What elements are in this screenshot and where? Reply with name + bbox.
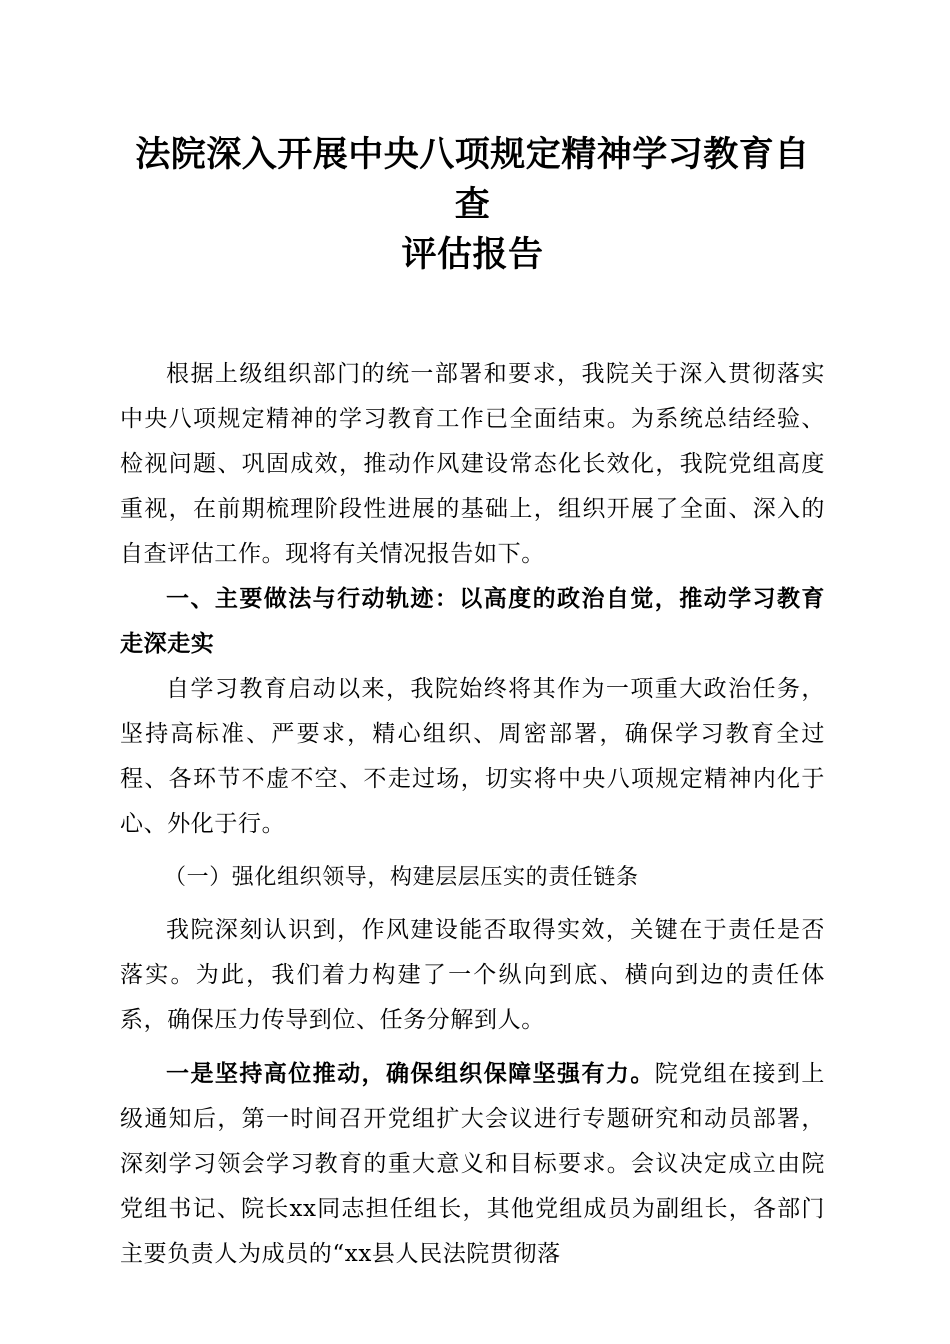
point-1-body: 院党组在接到上级通知后，第一时间召开党组扩大会议进行专题研究和动员部署，深刻学习领会学习教育的重大意义和目标要求。会议决定成立由院党组书记、院长xx同志担任组长，其他党组成员为副组长，各部门主要负责人为成员的“xx县人民法院贯彻落	[120, 1061, 826, 1267]
document-title	[120, 130, 825, 280]
document-page	[120, 130, 825, 1277]
intro-paragraph: 根据上级组织部门的统一部署和要求，我院关于深入贯彻落实中央八项规定精神的学习教育工作已全面结束。为系统总结经验、检视问题、巩固成效，推动作风建设常态化长效化，我院党组高度重视，在前期梳理阶段性进展的基础上，组织开展了全面、深入的自查评估工作。现将有关情况报告如下。	[120, 361, 825, 567]
point-1-paragraph	[120, 1051, 825, 1277]
point-1-lead: 一是坚持高位推动，确保组织保障坚强有力。	[166, 1060, 655, 1087]
section-1-paragraph: 自学习教育启动以来，我院始终将其作为一项重大政治任务，坚持高标准、严要求，精心组织、周密部署，确保学习教育全过程、各环节不虚不空、不走过场，切实将中央八项规定精神内化于心、外化于行。	[120, 676, 825, 837]
title-line-1: 法院深入开展中央八项规定精神学习教育自查	[135, 134, 810, 225]
title-line-2: 评估报告	[401, 234, 544, 275]
subsection-1-paragraph: 我院深刻认识到，作风建设能否取得实效，关键在于责任是否落实。为此，我们着力构建了一个纵向到底、横向到边的责任体系，确保压力传导到位、任务分解到人。	[120, 917, 825, 1033]
subsection-1-heading: （一）强化组织领导，构建层层压实的责任链条	[164, 865, 639, 890]
section-1-heading: 一、主要做法与行动轨迹：以高度的政治自觉，推动学习教育走深走实	[120, 586, 825, 657]
